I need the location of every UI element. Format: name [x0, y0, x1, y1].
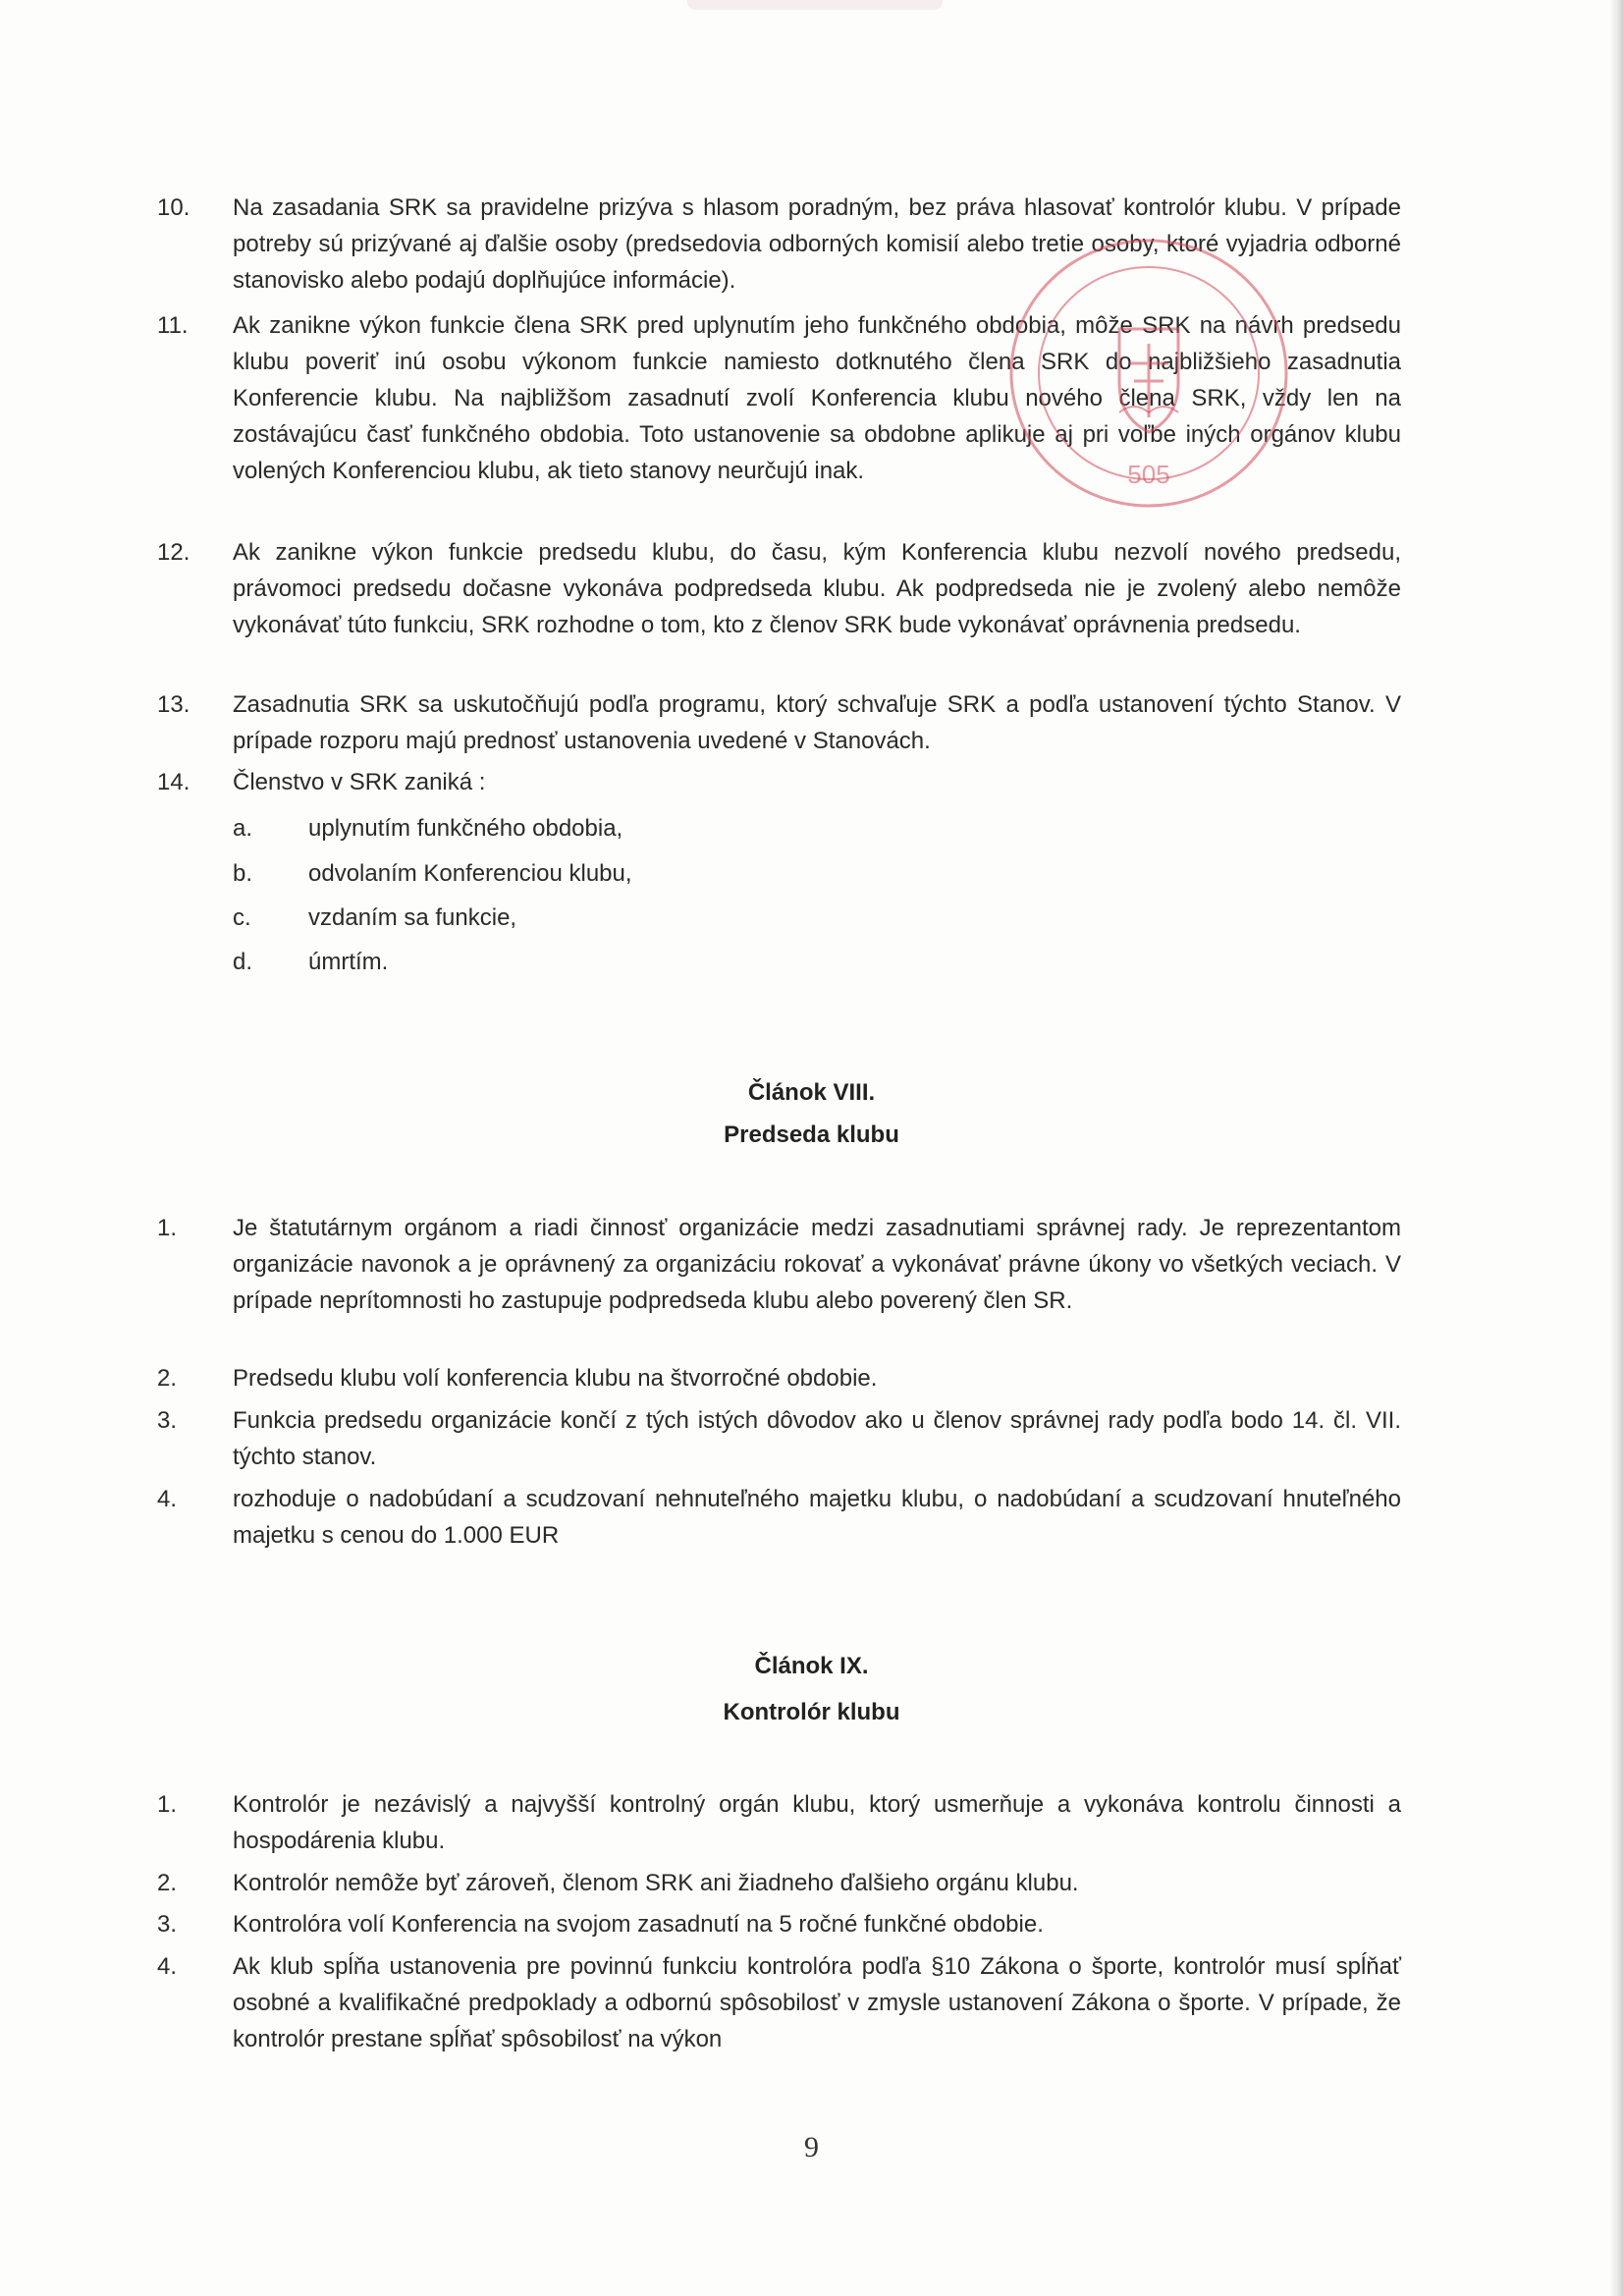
item-text: Kontrolór je nezávislý a najvyšší kontrolný orgán klubu, ktorý usmerňuje a vykonáva kontrolu činnosti a hospodárenia klubu.: [233, 1791, 1401, 1854]
item-number: 13.: [157, 691, 190, 718]
scan-smudge: [687, 0, 943, 10]
item-number: 4.: [157, 1486, 178, 1512]
article-subtitle: Kontrolór klubu: [723, 1699, 900, 1725]
sub-item-text: odvolaním Konferenciou klubu,: [308, 860, 632, 887]
item-text: Ak zanikne výkon funkcie predsedu klubu, do času, kým Konferencia klubu nezvolí nového predsedu, právomoci predsedu dočasne vykonáva podpredseda klubu. Ak podpredseda nie je zvolený alebo nemôže vykonávať túto funkciu, SRK rozhodne o tom, kto z členov SRK bude vykonávať oprávnenia predsedu.: [233, 539, 1401, 638]
item-text: Ak klub spĺňa ustanovenia pre povinnú funkciu kontrolóra podľa §10 Zákona o športe, kontrolór musí spĺňať osobné a kvalifikačné predpoklady a odbornú spôsobilosť v zmysle ustanovení Zákona o športe. V prípade, že kontrolór prestane spĺňať spôsobilosť na výkon: [233, 1953, 1401, 2052]
item-text: Zasadnutia SRK sa uskutočňujú podľa programu, ktorý schvaľuje SRK a podľa ustanovení týchto Stanov. V prípade rozporu majú prednosť ustanovenia uvedené v Stanovách.: [233, 691, 1401, 754]
page-number: 9: [804, 2131, 819, 2163]
item-number: 3.: [157, 1407, 178, 1434]
item-text: Kontrolór nemôže byť zároveň, členom SRK ani žiadneho ďalšieho orgánu klubu.: [233, 1870, 1079, 1896]
article-subtitle: Predseda klubu: [724, 1121, 899, 1148]
item-text: Predsedu klubu volí konferencia klubu na štvorročné obdobie.: [233, 1365, 878, 1392]
item-number: 1.: [157, 1791, 178, 1818]
item-text: Členstvo v SRK zaniká :: [233, 769, 486, 795]
sub-item-letter: b.: [233, 860, 253, 887]
sub-item-text: uplynutím funkčného obdobia,: [308, 815, 623, 842]
item-text: rozhoduje o nadobúdaní a scudzovaní nehnuteľného majetku klubu, o nadobúdaní a scudzovaní hnuteľného majetku s cenou do 1.000 EUR: [233, 1486, 1401, 1549]
item-text: Kontrolóra volí Konferencia na svojom zasadnutí na 5 ročné funkčné obdobie.: [233, 1911, 1044, 1938]
item-text: Je štatutárnym orgánom a riadi činnosť organizácie medzi zasadnutiami správnej rady. Je reprezentantom organizácie navonok a je oprávnený za organizáciu rokovať a vykonávať právne úkony vo všetkých veciach. V prípade neprítomnosti ho zastupuje podpredseda klubu alebo poverený člen SR.: [233, 1215, 1401, 1314]
item-number: 11.: [157, 312, 189, 339]
item-number: 12.: [157, 539, 190, 566]
sub-item-letter: a.: [233, 815, 253, 842]
item-number: 1.: [157, 1215, 178, 1241]
item-number: 3.: [157, 1911, 178, 1938]
item-text: Funkcia predsedu organizácie končí z tých istých dôvodov ako u členov správnej rady podľa bodo 14. čl. VII. týchto stanov.: [233, 1407, 1401, 1470]
article-title: Článok IX.: [754, 1653, 869, 1679]
item-number: 4.: [157, 1953, 178, 1980]
stamp-number: 505: [1127, 460, 1170, 489]
sub-item-text: vzdaním sa funkcie,: [308, 904, 517, 931]
item-number: 14.: [157, 769, 190, 795]
article-title: Článok VIII.: [747, 1079, 876, 1106]
item-number: 2.: [157, 1365, 178, 1392]
item-number: 2.: [157, 1870, 178, 1896]
sub-item-letter: c.: [233, 904, 251, 931]
item-text: Na zasadania SRK sa pravidelne prizýva s hlasom poradným, bez práva hlasovať kontrolór klubu. V prípade potreby sú prizývané aj ďalšie osoby (predsedovia odborných komisií alebo tretie osoby, ktoré vyjadria odborné stanovisko alebo podajú doplňujúce informácie).: [233, 194, 1401, 294]
item-text: Ak zanikne výkon funkcie člena SRK pred uplynutím jeho funkčného obdobia, môže SRK na návrh predsedu klubu poveriť inú osobu výkonom funkcie namiesto dotknutého člena SRK do najbližšieho zasadnutia Konferencie klubu. Na najbližšom zasadnutí zvolí Konferencia klubu nového člena SRK, vždy len na zostávajúcu časť funkčného obdobia. Toto ustanovenie sa obdobne aplikuje aj pri voľbe iných orgánov klubu volených Konferenciou klubu, ak tieto stanovy neurčujú inak.: [233, 312, 1401, 484]
sub-item-text: úmrtím.: [308, 949, 389, 975]
sub-item-letter: d.: [233, 949, 253, 975]
item-number: 10.: [157, 194, 190, 221]
